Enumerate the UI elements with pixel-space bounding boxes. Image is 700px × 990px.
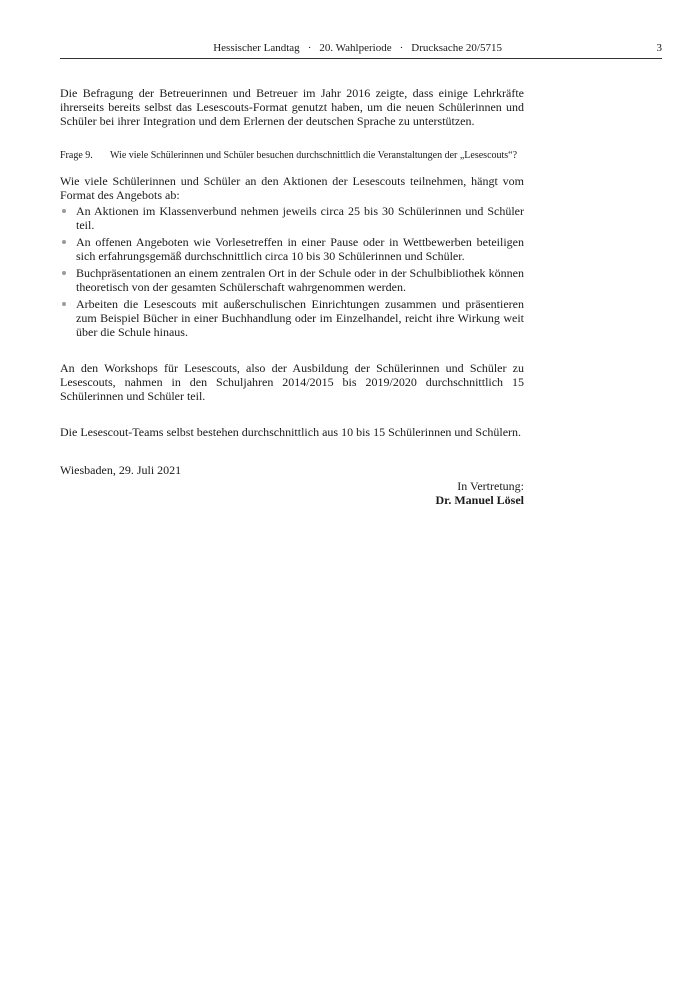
list-item-text: An offenen Angeboten wie Vorlesetreffen in einer Pause oder in Wettbewerben beteiligen sich erfahrungsgemäß durchschnittlich circa 10 bis 30 Schülerinnen und Schüler. [76,235,524,263]
document-body [60,86,524,507]
signature-block [60,479,524,507]
header-separator: · [307,42,312,54]
answer-intro-paragraph: Wie viele Schülerinnen und Schüler an den Aktionen der Lesescouts teilnehmen, hängt vom Format des Angebots ab: [60,174,524,202]
list-item [60,204,524,232]
list-item-text: Buchpräsentationen an einem zentralen Ort in der Schule oder in der Schulbibliothek können theoretisch von der gesamten Schülerschaft wahrgenommen werden. [76,266,524,294]
bullet-icon [62,240,66,244]
bullet-icon [62,209,66,213]
header-info [213,42,502,54]
header-document-number: Drucksache 20/5715 [411,42,502,54]
header-separator: · [399,42,404,54]
list-item-text: An Aktionen im Klassenverbund nehmen jeweils circa 25 bis 30 Schülerinnen und Schüler teil. [76,204,524,232]
list-item-text: Arbeiten die Lesescouts mit außerschulischen Einrichtungen zusammen und präsentieren zum Beispiel Bücher in einer Buchhandlung oder im Einzelhandel, reicht ihre Wirkung weit über die Schule hinaus. [76,297,524,339]
intro-paragraph: Die Befragung der Betreuerinnen und Betreuer im Jahr 2016 zeigte, dass einige Lehrkräfte ihrerseits bereits selbst das Lesescouts-Format genutzt haben, um die neuen Schülerinnen und Schüler bei ihrer Integration und dem Erlernen der deutschen Sprache zu unterstützen. [60,86,524,128]
list-item [60,266,524,294]
workshop-paragraph: An den Workshops für Lesescouts, also der Ausbildung der Schülerinnen und Schüler zu Lesescouts, nahmen in den Schuljahren 2014/2015 bis 2019/2020 durchschnittlich 15 Schülerinnen und Schüler teil. [60,361,524,403]
bullet-icon [62,302,66,306]
header-parliament: Hessischer Landtag [213,42,300,54]
bullet-list [60,204,524,339]
header-period: 20. Wahlperiode [319,42,392,54]
signatory-name: Dr. Manuel Lösel [435,493,524,507]
page-number: 3 [656,42,662,54]
question-label: Frage 9. [60,150,93,161]
place-date: Wiesbaden, 29. Juli 2021 [60,463,182,477]
question-text: Wie viele Schülerinnen und Schüler besuchen durchschnittlich die Veranstaltungen der „Lesescouts“? [110,150,518,161]
list-item [60,235,524,263]
header-rule [60,58,662,59]
representation-note: In Vertretung: [457,479,524,493]
page-header [60,42,662,58]
list-item [60,297,524,339]
teams-paragraph: Die Lesescout-Teams selbst bestehen durchschnittlich aus 10 bis 15 Schülerinnen und Schülern. [60,425,522,439]
bullet-icon [62,271,66,275]
question-block [60,150,524,162]
